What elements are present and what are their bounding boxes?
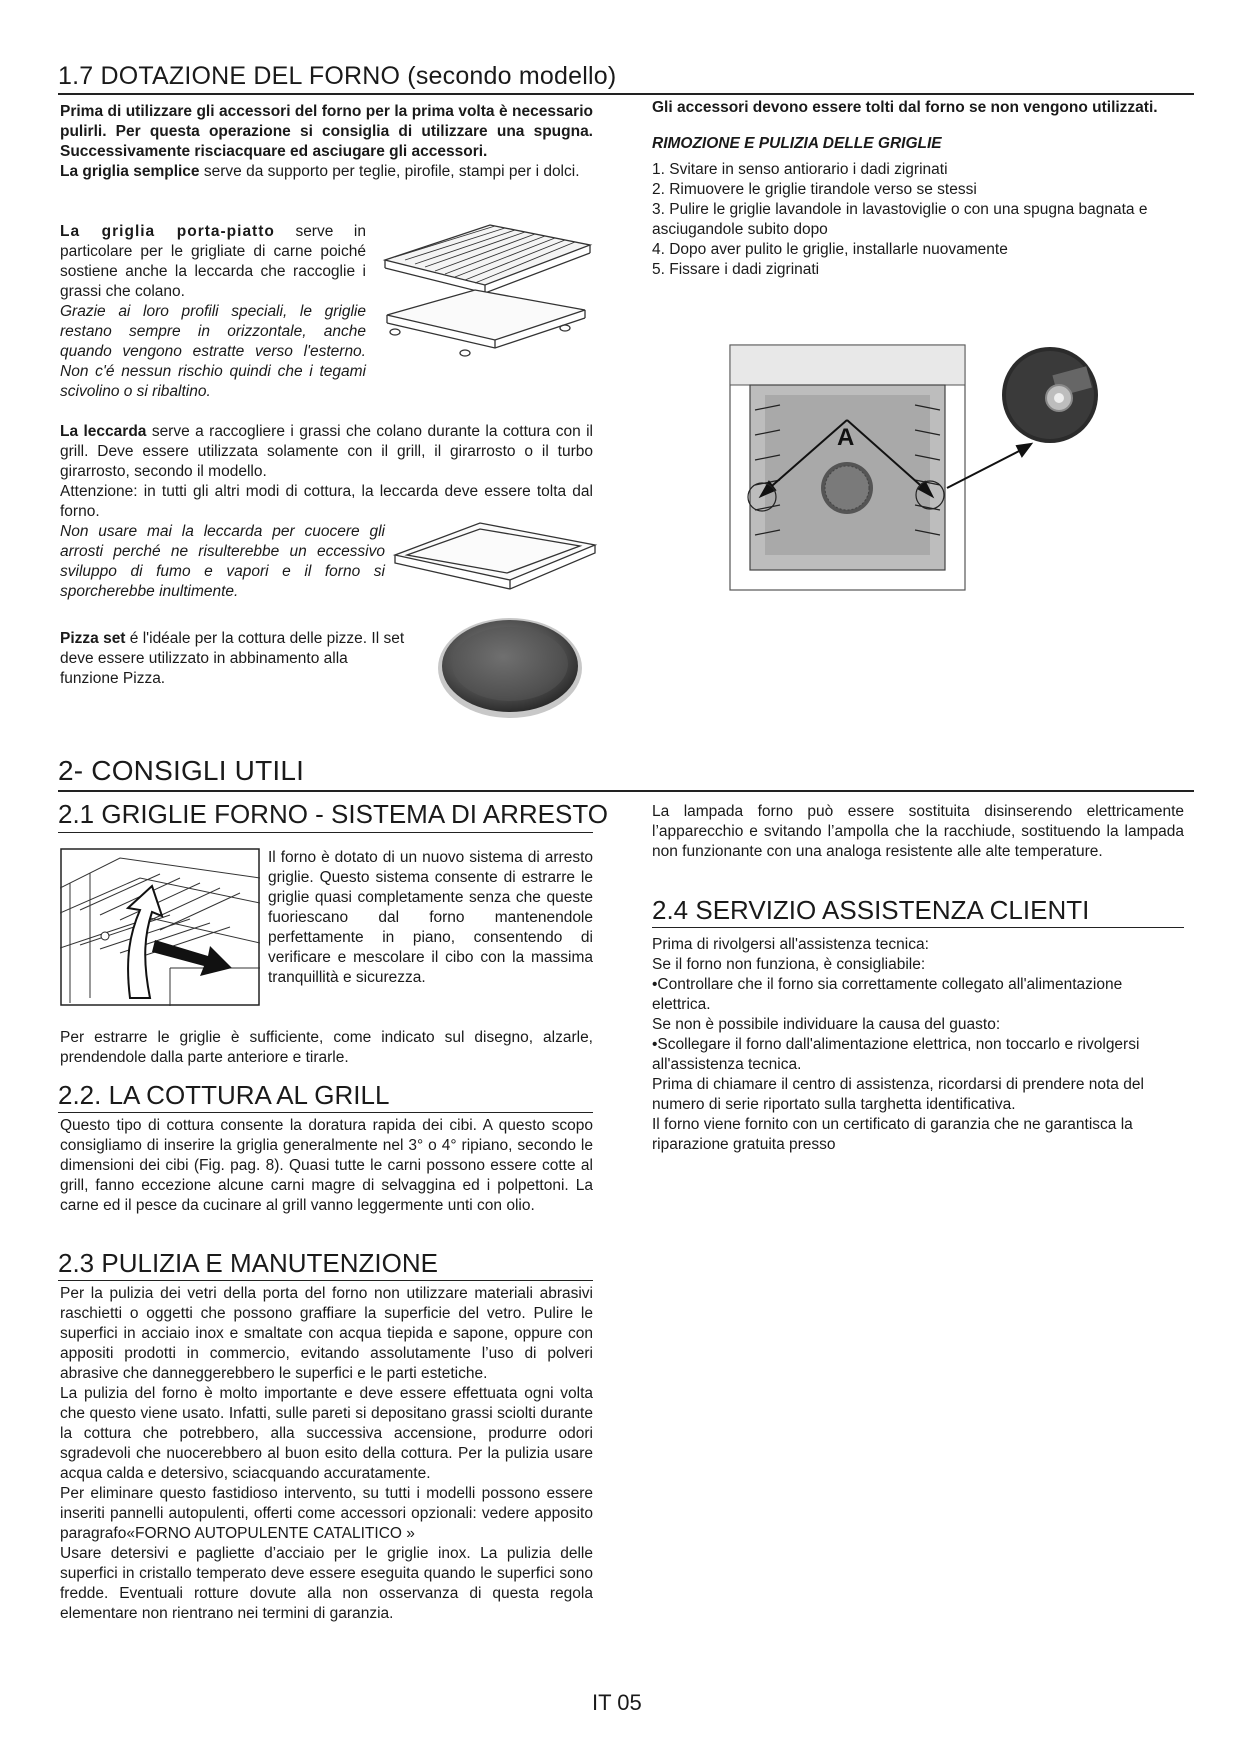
rimozione-title: RIMOZIONE E PULIZIA DELLE GRIGLIE	[652, 135, 942, 152]
rack-extraction-illustration	[60, 848, 260, 1006]
rimozione-column	[652, 98, 1177, 280]
griglia-semplice-text	[60, 162, 593, 182]
section-title-2-2: 2.2. LA COTTURA AL GRILL	[58, 1080, 390, 1110]
title-rule	[58, 93, 1194, 95]
leccarda-attention: Attenzione: in tutti gli altri modi di cottura, la leccarda deve essere tolta dal forno.	[60, 483, 593, 520]
porta-piatto-block	[60, 222, 366, 402]
porta-piatto-label: La griglia porta-piatto	[60, 223, 275, 240]
leccarda-desc: serve a raccogliere i grassi che colano durante la cottura con il grill. Deve essere utilizzata solamente con il grill, il girarrosto o il turbo girarrosto, secondo il modello.	[60, 423, 593, 480]
step-item: 2. Rimuovere le griglie tirandole verso se stessi	[652, 181, 977, 198]
assistenza-line: Il forno viene fornito con un certificato di garanzia che ne garantisca la riparazione gratuita presso	[652, 1116, 1133, 1153]
diagram-label-a: A	[837, 424, 855, 451]
pizza-set-block	[60, 629, 405, 689]
pizza-set-text	[60, 629, 405, 689]
porta-piatto-note: Grazie ai loro profili speciali, le griglie restano sempre in orizzontale, anche quando vengono estratte verso l'esterno. Non c'é nessun rischio quindi che i tegami scivolino o si ribaltino.	[60, 303, 366, 400]
rule-2-2	[58, 1112, 593, 1113]
grill-racks-illustration	[375, 220, 600, 370]
assistenza-line: •Controllare che il forno sia correttamente collegato all'alimentazione elettrica.	[652, 976, 1123, 1013]
section-title-2-1: 2.1 GRIGLIE FORNO - SISTEMA DI ARRESTO	[58, 799, 608, 829]
porta-piatto-desc: serve in particolare per le grigliate di carne poiché sostiene anche la leccarda che raccoglie i grassi che colano.	[60, 223, 366, 300]
page-number: IT 05	[592, 1690, 642, 1715]
sistema-arresto-block	[268, 848, 593, 988]
drip-tray-illustration	[385, 515, 600, 595]
sistema-arresto-instructions	[60, 1028, 593, 1068]
sistema-arresto-text: Il forno è dotato di un nuovo sistema di arresto griglie. Questo sistema consente di estrarre le griglie quasi completamente senza che queste fuoriescano dal forno mantenendole perfettamente in piano, consentendo di verificare e mescolare il cibo con la massima tranquillità e sicurezza.	[268, 849, 593, 986]
leccarda-note: Non usare mai la leccarda per cuocere gli arrosti perché ne risulterebbe un eccessivo sviluppo di fumo e vapori e il forno si sporcherebbe inultimente.	[60, 523, 385, 600]
lampada-block	[652, 802, 1184, 862]
accessories-column	[60, 102, 593, 182]
leccarda-text	[60, 422, 593, 482]
assistenza-line: Se il forno non funziona, è consigliabile:	[652, 956, 926, 973]
pizza-set-desc: é l'idéale per la cottura delle pizze. Il set deve essere utilizzato in abbinamento alla funzione Pizza.	[60, 630, 405, 687]
assistenza-line: Prima di rivolgersi all'assistenza tecnica:	[652, 936, 929, 953]
cottura-grill-block	[60, 1116, 593, 1216]
pulizia-text-1: Per la pulizia dei vetri della porta del forno non utilizzare materiali abrasivi raschietti o oggetti che possono graffiare la superficie del vetro. Pulire le superfici in acciaio inox e smaltate con acqua tiepida e sapone, oppure con appositi prodotti in commercio, evitando assolutamente l’uso di polveri abrasive che danneggerebbero le superfici e le parti estetiche.	[60, 1285, 593, 1382]
porta-piatto-text	[60, 222, 366, 302]
section-title-1-7: 1.7 DOTAZIONE DEL FORNO (secondo modello)	[58, 62, 617, 90]
leccarda-note-block	[60, 522, 385, 602]
step-item: 4. Dopo aver pulito le griglie, installarle nuovamente	[652, 241, 1008, 258]
section-title-2: 2- CONSIGLI UTILI	[58, 755, 305, 786]
rule-2-1	[58, 832, 593, 833]
griglia-semplice-desc: serve da supporto per teglie, pirofile, stampi per i dolci.	[199, 163, 580, 180]
section-2-rule	[58, 790, 1194, 792]
assistenza-line: •Scollegare il forno dall'alimentazione elettrica, non toccarlo e rivolgersi all'assistenza tecnica.	[652, 1036, 1140, 1073]
step-item: 3. Pulire le griglie lavandole in lavastoviglie o con una spugna bagnata e asciugandole subito dopo	[652, 201, 1148, 238]
rule-2-3	[58, 1280, 593, 1281]
step-item: 1. Svitare in senso antiorario i dadi zigrinati	[652, 161, 948, 178]
intro-text: Prima di utilizzare gli accessori del forno per la prima volta è necessario pulirli. Per questa operazione si consiglia di utilizzare una spugna. Successivamente risciacquare ed asciugare gli accessori.	[60, 103, 593, 160]
assistenza-line: Prima di chiamare il centro di assistenza, ricordarsi di prendere nota del numero di serie riportato sulla targhetta identificativa.	[652, 1076, 1144, 1113]
assistenza-block	[652, 935, 1184, 1155]
pizza-set-label: Pizza set	[60, 630, 126, 647]
leccarda-block	[60, 422, 593, 522]
lampada-text: La lampada forno può essere sostituita disinserendo elettricamente l’apparecchio e svitando l’ampolla che la racchiude, sostituendo la lampada non funzionante con una analoga resistente alle alte temperature.	[652, 803, 1184, 860]
assistenza-line: Se non è possibile individuare la causa del guasto:	[652, 1016, 1001, 1033]
pulizia-text-3: Per eliminare questo fastidioso intervento, su tutti i modelli possono essere inseriti pannelli autopulenti, offerti come accessori opzionali: vedere apposito paragrafo«FORNO AUTOPULENTE CATALITICO »	[60, 1485, 593, 1542]
leccarda-label: La leccarda	[60, 423, 147, 440]
oven-cavity-diagram	[725, 340, 1120, 595]
pulizia-text-2: La pulizia del forno è molto importante e deve essere effettuata ogni volta che questo viene usato. Infatti, sulle pareti si depositano grassi sciolti durante la cottura che potrebbero, alla successiva accensione, produrre odori sgradevoli che nuocerebbero al buon esito della cottura. Per la pulizia usare acqua calda e detersivo, sciacquando accuratamente.	[60, 1385, 593, 1482]
rimozione-steps	[652, 160, 1177, 280]
section-title-2-4: 2.4 SERVIZIO ASSISTENZA CLIENTI	[652, 895, 1090, 925]
pulizia-block	[60, 1284, 593, 1624]
step-item: 5. Fissare i dadi zigrinati	[652, 261, 820, 278]
remove-accessories-note: Gli accessori devono essere tolti dal forno se non vengono utilizzati.	[652, 99, 1158, 116]
rule-2-4	[652, 927, 1184, 928]
griglia-semplice-label: La griglia semplice	[60, 163, 200, 180]
cottura-grill-text: Questo tipo di cottura consente la doratura rapida dei cibi. A questo scopo consigliamo di inserire la griglia generalmente nel 3° o 4° ripiano, secondo le dimensioni dei cibi (Fig. pag. 8). Quasi tutte le carni possono essere cotte al grill, fanno eccezione alcune carni magre di selvaggina ed i polpettoni. La carne ed il pesce da cucinare al grill vanno leggermente unti con olio.	[60, 1117, 593, 1214]
section-title-2-3: 2.3 PULIZIA E MANUTENZIONE	[58, 1248, 438, 1278]
sistema-arresto-text-2: Per estrarre le griglie è sufficiente, come indicato sul disegno, alzarle, prendendole dalla parte anteriore e tirarle.	[60, 1029, 593, 1066]
pulizia-text-4: Usare detersivi e pagliette d’acciaio per le griglie inox. La pulizia delle superfici in cristallo temperato deve essere eseguita quando le superfici sono fredde. Eventuali rotture dovute alla non osservanza di questa regola elementare non rientrano nei termini di garanzia.	[60, 1545, 593, 1622]
pizza-pan-illustration	[430, 610, 600, 720]
